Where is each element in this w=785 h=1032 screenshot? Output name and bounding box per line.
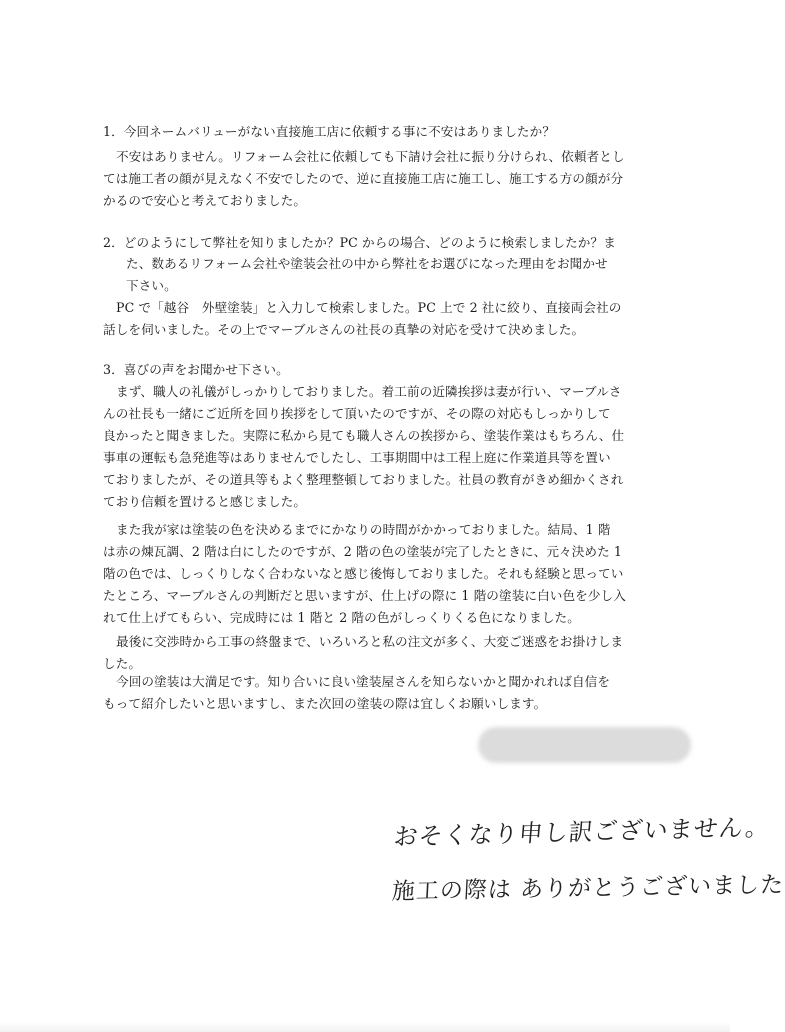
text-line: まず、職人の礼儀がしっかりしておりました。着工前の近隣挨拶は妻が行い、マーブルさ [116, 384, 622, 399]
text-line: 1．今回ネームバリューがない直接施工店に依頼する事に不安はありましたか？ [103, 124, 556, 139]
scan-edge [0, 1022, 730, 1032]
text-line: れて仕上げてもらい、完成時には 1 階と 2 階の色がしっくりくる色になりました。 [103, 610, 580, 625]
handwritten-apology: おそくなり申し訳ございません。 [392, 813, 772, 852]
text-line: また我が家は塗装の色を決めるまでにかなりの時間がかかっておりました。結局、1 階 [116, 522, 611, 537]
text-line: 話しを伺いました。その上でマーブルさんの社長の真摯の対応を受けて決めました。 [103, 322, 585, 337]
text-line: 階の色では、しっくりしなく合わないなと感じ後悔しておりました。それも経験と思ってい [103, 566, 624, 581]
redacted-name-blur [478, 727, 691, 763]
text-line: した。 [103, 656, 142, 671]
text-line: 事車の運転も急発進等はありませんでしたし、工事期間中は工程上庭に作業道具等を置い [103, 450, 611, 465]
text-line: 不安はありません。リフォーム会社に依頼しても下請け会社に振り分けられ、依頼者とし [116, 149, 625, 164]
text-line: は赤の煉瓦調、2 階は白にしたのですが、2 階の色の塗装が完了したときに、元々決めた 1 [103, 544, 623, 559]
text-line: かるので安心と考えておりました。 [103, 193, 307, 208]
text-line: PC で「越谷 外壁塗装」と入力して検索しました。PC 上で 2 社に絞り、直接両会社の [116, 300, 622, 315]
text-line: んの社長も一緒にご近所を回り挨拶をして頂いたのですが、その際の対応もしっかりして [103, 406, 611, 421]
text-line: 最後に交渉時から工事の終盤まで、いろいろと私の注文が多く、大変ご迷惑をお掛けしま [116, 634, 624, 649]
text-line: ており信頼を置けると感じました。 [103, 494, 307, 509]
text-line: た、数あるリフォーム会社や塗装会社の中から弊社をお選びになった理由をお聞かせ [126, 256, 608, 271]
text-line: ては施工者の顔が見えなく不安でしたので、逆に直接施工店に施工し、施工する方の顔が分 [103, 171, 624, 186]
text-line: たところ、マーブルさんの判断だと思いますが、仕上げの際に 1 階の塗装に白い色を少し入 [103, 588, 626, 603]
handwritten-thanks: 施工の際は ありがとうございました [391, 872, 785, 906]
text-line: 良かったと聞きました。実際に私から見ても職人さんの挨拶から、塗装作業はもちろん、仕 [103, 428, 625, 443]
text-line: 今回の塗装は大満足です。知り合いに良い塗装屋さんを知らないかと聞かれれば自信を [116, 674, 611, 689]
text-line: 下さい。 [126, 278, 177, 293]
text-line: 2．どのようにして弊社を知りましたか？PC からの場合、どのように検索しましたか？ま [103, 235, 616, 250]
text-line: ておりましたが、その道具等もよく整理整頓しておりました。社員の教育がきめ細かくされ [103, 472, 624, 487]
text-line: もって紹介したいと思いますし、また次回の塗装の際は宜しくお願いします。 [103, 696, 547, 711]
text-line: 3．喜びの声をお聞かせ下さい。 [103, 362, 289, 377]
